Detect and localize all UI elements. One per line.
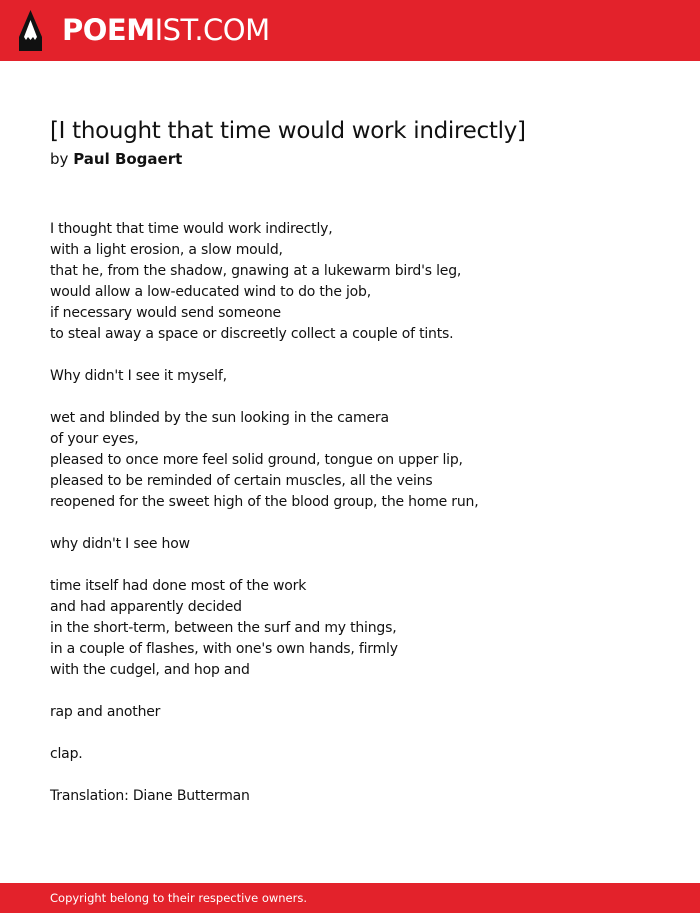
poem-line: clap.: [50, 746, 83, 762]
poem-line: to steal away a space or discreetly collect a couple of tints.: [50, 326, 454, 342]
poem-line: time itself had done most of the work: [50, 578, 307, 594]
poem-line: Why didn't I see it myself,: [50, 368, 227, 384]
byline-prefix: by: [50, 150, 69, 168]
poem-line: with the cudgel, and hop and: [50, 662, 250, 678]
poem-line: reopened for the sweet high of the blood group, the home run,: [50, 494, 479, 510]
stanza-break: [50, 387, 670, 408]
poem-title: [I thought that time would work indirectly]: [50, 118, 526, 144]
stanza-break: [50, 345, 670, 366]
poem-line: with a light erosion, a slow mould,: [50, 242, 283, 258]
poem-line: of your eyes,: [50, 431, 139, 447]
site-header: [0, 0, 700, 61]
stanza-break: [50, 513, 670, 534]
poem-line: rap and another: [50, 704, 161, 720]
poem-line: in a couple of flashes, with one's own hands, firmly: [50, 641, 398, 657]
poem-line: pleased to be reminded of certain muscles, all the veins: [50, 473, 433, 489]
logo-light-text: IST.COM: [154, 13, 270, 47]
pencil-icon[interactable]: [17, 9, 44, 52]
poem-line: Translation: Diane Butterman: [50, 788, 250, 804]
poem-line: would allow a low-educated wind to do the job,: [50, 284, 371, 300]
stanza-break: [50, 765, 670, 786]
site-logo[interactable]: [62, 12, 270, 48]
stanza-break: [50, 555, 670, 576]
poem-line: wet and blinded by the sun looking in the camera: [50, 410, 389, 426]
site-footer: [0, 883, 700, 913]
copyright-text: Copyright belong to their respective owners.: [50, 891, 308, 905]
poem-line: if necessary would send someone: [50, 305, 281, 321]
poem-line: I thought that time would work indirectly,: [50, 221, 333, 237]
author-name: Paul Bogaert: [73, 150, 183, 168]
poem-body: [50, 219, 670, 807]
poem-line: why didn't I see how: [50, 536, 190, 552]
byline: [50, 149, 182, 169]
stanza-break: [50, 723, 670, 744]
logo-bold-text: POEM: [62, 13, 155, 47]
stanza-break: [50, 681, 670, 702]
poem-line: pleased to once more feel solid ground, tongue on upper lip,: [50, 452, 463, 468]
poem-line: and had apparently decided: [50, 599, 242, 615]
poem-line: that he, from the shadow, gnawing at a lukewarm bird's leg,: [50, 263, 462, 279]
poem-line: in the short-term, between the surf and my things,: [50, 620, 397, 636]
